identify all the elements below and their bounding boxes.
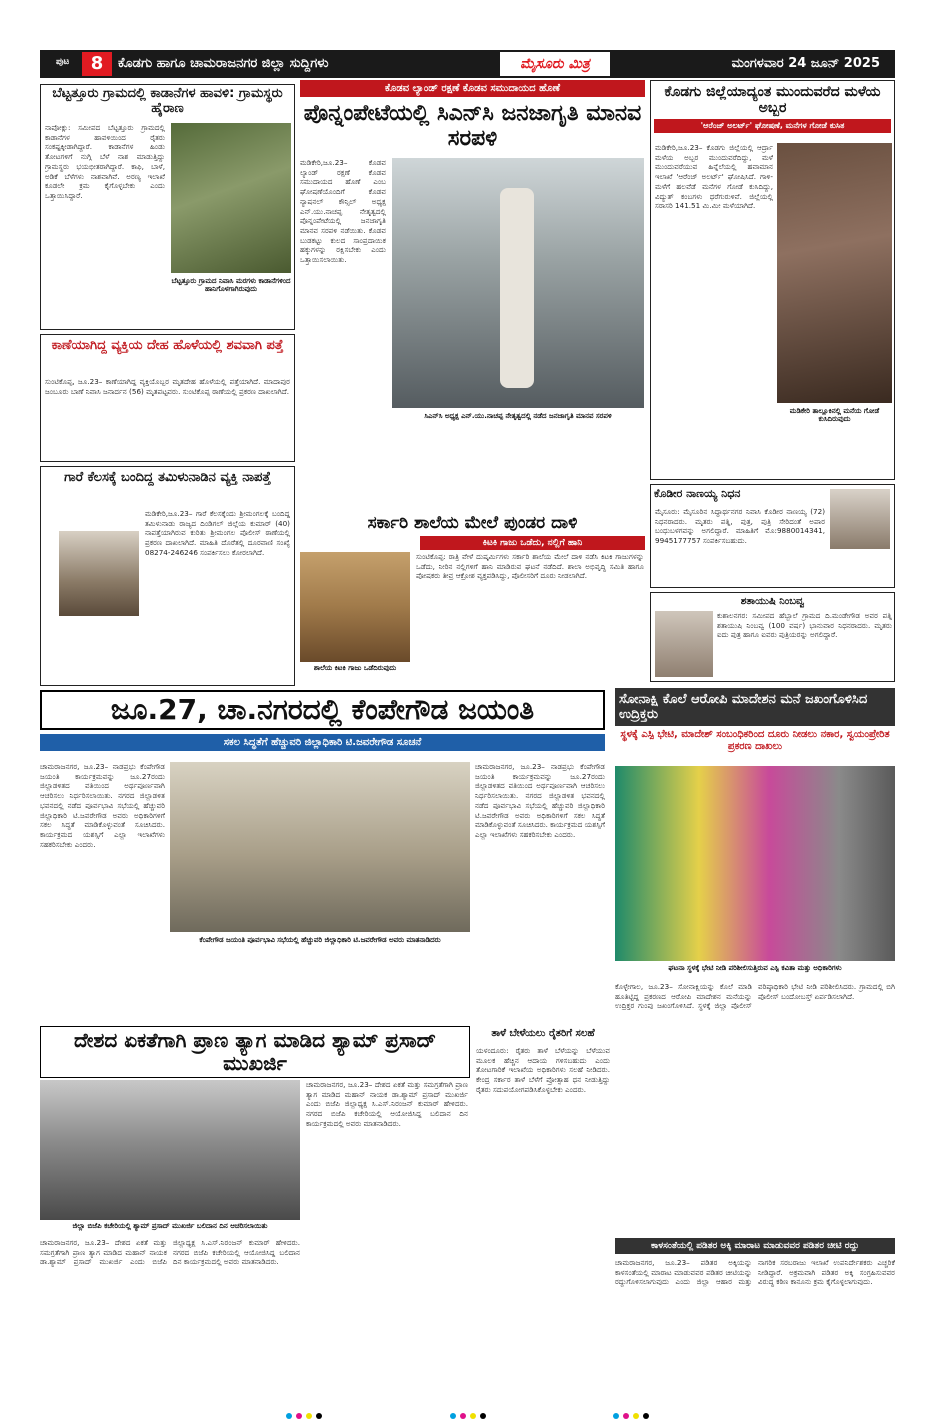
story-body: ಮಡಿಕೇರಿ,ಜೂ.23– ಕೊಡವ ಲ್ಯಾಂಡ್ ರಕ್ಷಣೆ ಕೊಡವ ಸಮುದಾಯದ ಹೊಣೆ ಎಂಬ ಘೋಷಣೆಯೊಂದಿಗೆ ಕೊಡವ ನ್ಯಾಷನಲ್ ಕೌನ್ಸಿಲ್ ಅಧ್ಯಕ್ಷ ಎನ್.ಯು.ನಾಚಪ್ಪ ನೇತೃತ್ವದಲ್ಲಿ ಪೊನ್ನಂಪೇಟೆಯಲ್ಲಿ ಜನಜಾಗೃತಿ ಮಾನವ ಸರಪಳಿ ನಡೆಯಿತು. ಕೊಡವ ಬುಡಕಟ್ಟು ಕುಲದ ಸಾಂಪ್ರದಾಯಿಕ ಹಕ್ಕುಗಳನ್ನು ರಕ್ಷಿಸಬೇಕು ಎಂದು ಒತ್ತಾಯಿಸಲಾಯಿತು. bbox=[300, 158, 386, 265]
issue-date: ಮಂಗಳವಾರ 24 ಜೂನ್ 2025 bbox=[731, 56, 880, 71]
obituary-photo-1 bbox=[830, 489, 890, 549]
story-subhead: ಸಕಲ ಸಿದ್ಧತೆಗೆ ಹೆಚ್ಚುವರಿ ಜಿಲ್ಲಾಧಿಕಾರಿ ಟಿ.ಜವರೇಗೌಡ ಸೂಚನೆ bbox=[40, 734, 605, 751]
story-headline: ಪೊನ್ನಂಪೇಟೆಯಲ್ಲಿ ಸಿಎನ್‌ಸಿ ಜನಜಾಗೃತಿ ಮಾನವ ಸರಪಳಿ bbox=[303, 101, 642, 152]
story-headline: ಕಾಣೆಯಾಗಿದ್ದ ವ್ಯಕ್ತಿಯ ದೇಹ ಹೊಳೆಯಲ್ಲಿ ಶವವಾಗಿ ಪತ್ತೆ bbox=[51, 338, 284, 353]
story-headline: ಸರ್ಕಾರಿ ಶಾಲೆಯ ಮೇಲೆ ಪುಂಡರ ದಾಳಿ bbox=[367, 513, 578, 533]
story-headline: ಗಾರೆ ಕೆಲಸಕ್ಕೆ ಬಂದಿದ್ದ ತಮಿಳುನಾಡಿನ ವ್ಯಕ್ತಿ ನಾಪತ್ತೆ bbox=[64, 470, 271, 485]
story-tribal bbox=[476, 1026, 610, 1386]
story-kempegowda bbox=[40, 690, 605, 1020]
story-headline: ಜೂ.27, ಚಾ.ನಗರದಲ್ಲಿ ಕೆಂಪೇಗೌಡ ಜಯಂತಿ bbox=[40, 690, 605, 730]
story-body: ಮಡಿಕೇರಿ,ಜೂ.23– ಕೊಡಗು ಜಿಲ್ಲೆಯಲ್ಲಿ ಆರ್ದ್ರಾ ಮಳೆಯ ಅಬ್ಬರ ಮುಂದುವರೆದಿದ್ದು, ಮಳೆ ಮುಂದುವರೆಯುವ ಹಿನ್ನೆಲೆಯಲ್ಲಿ ಹವಾಮಾನ ಇಲಾಖೆ 'ಆರೆಂಜ್ ಅಲರ್ಟ್' ಘೋಷಿಸಿದೆ. ಗಾಳಿ-ಮಳೆಗೆ ಹಲವೆಡೆ ಮನೆಗಳ ಗೋಡೆ ಕುಸಿದಿದ್ದು, ವಿದ್ಯುತ್ ಕಂಬಗಳು ಧರೆಗುರುಳಿವೆ. ಜಿಲ್ಲೆಯಲ್ಲಿ ಸರಾಸರಿ 141.51 ಮಿ.ಮೀ ಮಳೆಯಾಗಿದೆ. bbox=[655, 143, 773, 211]
story-body: ಮೈಸೂರು: ಮೈಸೂರಿನ ಸಿದ್ಧಾರ್ಥನಗರ ನಿವಾಸಿ ಕೊಡೀರ ನಾಣಯ್ಯ (72) ನಿಧನರಾದರು. ಮೃತರು ಪತ್ನಿ, ಪುತ್ರ, ಪುತ್ರಿ ಸೇರಿದಂತೆ ಅಪಾರ ಬಂಧುಬಳಗವನ್ನು ಅಗಲಿದ್ದಾರೆ. ಮಾಹಿತಿಗೆ ಮೊ:9880014341, 9945177757 ಸಂಪರ್ಕಿಸಬಹುದು. bbox=[655, 507, 825, 546]
story-body: ಕುಶಾಲನಗರ: ಸಮೀಪದ ಹೆಬ್ಬಾಲೆ ಗ್ರಾಮದ ದಿ.ಮಂಡೇಗೌಡ ಅವರ ಪತ್ನಿ ಶತಾಯುಷಿ ನಿಂಬವ್ವ (100 ವರ್ಷ) ಭಾನುವಾರ ನಿಧನರಾದರು. ಮೃತರು ಐದು ಪುತ್ರ ಹಾಗೂ ಐವರು ಪುತ್ರಿಯರನ್ನು ಅಗಲಿದ್ದಾರೆ. bbox=[717, 611, 892, 640]
story-ration bbox=[615, 1238, 895, 1386]
brand-logo: ಮೈಸೂರು ಮಿತ್ರ bbox=[500, 52, 610, 76]
story-headline: ಕೊಡಗು ಜಿಲ್ಲೆಯಾದ್ಯಂತ ಮುಂದುವರೆದ ಮಳೆಯ ಅಬ್ಬರ bbox=[664, 84, 881, 117]
photo-caption: ಮಡಿಕೇರಿ ತಾಲ್ಲೂಕಿನಲ್ಲಿ ಮನೆಯ ಗೋಡೆ ಕುಸಿದಿರುವುದು bbox=[789, 407, 880, 424]
photo-caption: ಬೆಟ್ಟತ್ತೂರು ಗ್ರಾಮದ ನಿವಾಸಿ ಮರಗಳು ಕಾಡಾನೆಗಳಿಂದ ಹಾನಿಗೊಳಗಾಗಿರುವುದು bbox=[171, 277, 291, 294]
photo-caption: ಕೆಂಪೇಗೌಡ ಜಯಂತಿ ಪೂರ್ವಭಾವಿ ಸಭೆಯಲ್ಲಿ ಹೆಚ್ಚುವರಿ ಜಿಲ್ಲಾಧಿಕಾರಿ ಟಿ.ಜವರೇಗೌಡ ಅವರು ಮಾತನಾಡಿದರು bbox=[199, 936, 441, 944]
registration-marks bbox=[40, 1404, 895, 1423]
cnc-photo bbox=[392, 158, 644, 408]
story-headline: ದೇಶದ ಏಕತೆಗಾಗಿ ಪ್ರಾಣ ತ್ಯಾಗ ಮಾಡಿದ ಶ್ಯಾಮ್ ಪ್ರಸಾದ್ ಮುಖರ್ಜಿ bbox=[40, 1026, 470, 1078]
story-kicker: ಕೊಡವ ಲ್ಯಾಂಡ್ ರಕ್ಷಣೆ ಕೊಡವ ಸಮುದಾಯದ ಹೊಣೆ bbox=[300, 80, 645, 97]
photo-caption: ಸಿಎನ್‌ಸಿ ಅಧ್ಯಕ್ಷ ಎನ್.ಯು.ನಾಚಪ್ಪ ನೇತೃತ್ವದಲ್ಲಿ ನಡೆದ ಜನಜಾಗೃತಿ ಮಾನವ ಸರಪಳಿ bbox=[424, 412, 612, 420]
story-body: ಮಡಿಕೇರಿ,ಜೂ.23– ಗಾರೆ ಕೆಲಸಕ್ಕೆಂದು ಶ್ರೀಮಂಗಲಕ್ಕೆ ಬಂದಿದ್ದ ತಮಿಳುನಾಡು ರಾಜ್ಯದ ದಿಂಡಿಗಲ್ ಜಿಲ್ಲೆಯ ಕುಮಾರ್ (40) ನಾಪತ್ತೆಯಾಗಿರುವ ಕುರಿತು ಶ್ರೀಮಂಗಲ ಪೊಲೀಸ್ ಠಾಣೆಯಲ್ಲಿ ಪ್ರಕರಣ ದಾಖಲಾಗಿದೆ. ಮಾಹಿತಿ ದೊರೆತಲ್ಲಿ ದೂರವಾಣಿ ಸಂಖ್ಯೆ 08274-246246 ಸಂಪರ್ಕಿಸಲು ಕೋರಲಾಗಿದೆ. bbox=[145, 509, 290, 557]
story-headline: ಸೋನಾಕ್ಷಿ ಕೊಲೆ ಆರೋಪಿ ಮಾದೇಶನ ಮನೆ ಜಖಂಗೊಳಿಸಿದ ಉದ್ರಿಕ್ತರು bbox=[615, 688, 895, 726]
photo-caption: ಘಟನಾ ಸ್ಥಳಕ್ಕೆ ಭೇಟಿ ನೀಡಿ ಪರಿಶೀಲಿಸುತ್ತಿರುವ ಎಸ್ಪಿ ಕವಿತಾ ಮತ್ತು ಅಧಿಕಾರಿಗಳು bbox=[668, 964, 842, 972]
story-obituary-2 bbox=[650, 592, 895, 682]
section-title: ಕೊಡಗು ಹಾಗೂ ಚಾಮರಾಜನಗರ ಜಿಲ್ಲಾ ಸುದ್ದಿಗಳು bbox=[118, 56, 329, 71]
story-body: ಯಳಂದೂರು: ರೈತರು ತಾಳೆ ಬೆಳೆಯನ್ನು ಬೆಳೆಯುವ ಮೂಲಕ ಹೆಚ್ಚಿನ ಆದಾಯ ಗಳಿಸಬಹುದು ಎಂದು ತೋಟಗಾರಿಕೆ ಇಲಾಖೆಯ ಅಧಿಕಾರಿಗಳು ಸಲಹೆ ನೀಡಿದರು. ಕೇಂದ್ರ ಸರ್ಕಾರ ತಾಳೆ ಬೆಳೆಗೆ ಪ್ರೋತ್ಸಾಹ ಧನ ನೀಡುತ್ತಿದ್ದು ರೈತರು ಸದುಪಯೋಗಪಡಿಸಿಕೊಳ್ಳಬೇಕು ಎಂದರು. bbox=[476, 1046, 610, 1094]
story-body-continued: ಚಾಮರಾಜನಗರ, ಜೂ.23– ದೇಶದ ಏಕತೆ ಮತ್ತು ಸಮಗ್ರತೆಗಾಗಿ ಪ್ರಾಣ ತ್ಯಾಗ ಮಾಡಿದ ಮಹಾನ್ ನಾಯಕ ಡಾ.ಶ್ಯಾಮ್ ಪ್ರಸಾದ್ ಮುಖರ್ಜಿ ಎಂದು ಬಿಜೆಪಿ ಜಿಲ್ಲಾಧ್ಯಕ್ಷ ಸಿ.ಎಸ್.ನಿರಂಜನ್ ಕುಮಾರ್ ಹೇಳಿದರು. ನಗರದ ಬಿಜೆಪಿ ಕಚೇರಿಯಲ್ಲಿ ಆಯೋಜಿಸಿದ್ದ ಬಲಿದಾನ ದಿನ ಕಾರ್ಯಕ್ರಮದಲ್ಲಿ ಅವರು ಮಾತನಾಡಿದರು. bbox=[306, 1080, 468, 1128]
story-body: ಕೊಳ್ಳೇಗಾಲ, ಜೂ.23– ಸೋನಾಕ್ಷಿಯನ್ನು ಕೊಲೆ ಮಾಡಿ ಹೂತಿಟ್ಟಿದ್ದ ಪ್ರಕರಣದ ಆರೋಪಿ ಮಾದೇಶನ ಮನೆಯನ್ನು ಉದ್ರಿಕ್ತರ ಗುಂಪು ಜಖಂಗೊಳಿಸಿದೆ. ಸ್ಥಳಕ್ಕೆ ಜಿಲ್ಲಾ ಪೊಲೀಸ್ ವರಿಷ್ಠಾಧಿಕಾರಿ ಭೇಟಿ ನೀಡಿ ಪರಿಶೀಲಿಸಿದರು. ಗ್ರಾಮದಲ್ಲಿ ಬಿಗಿ ಪೊಲೀಸ್ ಬಂದೋಬಸ್ತ್ ಏರ್ಪಡಿಸಲಾಗಿದೆ. bbox=[615, 982, 895, 1011]
story-subhead: ಸ್ಥಳಕ್ಕೆ ಎಸ್ಪಿ ಭೇಟಿ, ಮಾದೇಶ್ ಸಂಬಂಧಿಕರಿಂದ ದೂರು ನೀಡಲು ನಕಾರ, ಸ್ವಯಂಪ್ರೇರಿತ ಪ್ರಕರಣ ದಾಖಲು bbox=[620, 729, 890, 752]
rain-photo bbox=[777, 143, 892, 403]
house-photo bbox=[615, 766, 895, 961]
story-headline: ಕೊಡೀರ ನಾಣಯ್ಯ ನಿಧನ bbox=[654, 487, 741, 500]
story-cnc bbox=[300, 80, 645, 508]
school-window-photo bbox=[300, 552, 410, 662]
story-missing-body bbox=[40, 334, 295, 462]
photo-caption: ಶಾಲೆಯ ಕಿಟಕಿ ಗಾಜು ಒಡೆದಿರುವುದು bbox=[313, 664, 397, 672]
story-subhead: ಕಿಟಕಿ ಗಾಜು ಒಡೆದು, ನಲ್ಲಿಗೆ ಹಾನಿ bbox=[420, 536, 645, 550]
story-headline: ಕಾಳಸಂತೆಯಲ್ಲಿ ಪಡಿತರ ಅಕ್ಕಿ ಮಾರಾಟ ಮಾಡುವವರ ಪಡಿತರ ಚೀಟಿ ರದ್ದು bbox=[615, 1238, 895, 1254]
page-label: ಪುಟ bbox=[56, 57, 70, 67]
story-subhead: 'ಆರೆಂಜ್ ಅಲರ್ಟ್' ಘೋಷಣೆ, ಮನೆಗಳ ಗೋಡೆ ಕುಸಿತ bbox=[654, 119, 891, 133]
story-rain bbox=[650, 80, 895, 480]
ceremony-photo bbox=[40, 1080, 300, 1220]
story-body: ನಾಪೋಕ್ಲು: ಸಮೀಪದ ಬೆಟ್ಟತ್ತೂರು ಗ್ರಾಮದಲ್ಲಿ ಕಾಡಾನೆಗಳ ಹಾವಳಿಯಿಂದ ರೈತರು ಸಂಕಷ್ಟಕ್ಕೀಡಾಗಿದ್ದಾರೆ. ಕಾಡಾನೆಗಳ ಹಿಂಡು ತೋಟಗಳಿಗೆ ನುಗ್ಗಿ ಬೆಳೆ ನಾಶ ಮಾಡುತ್ತಿದ್ದು ಗ್ರಾಮಸ್ಥರು ಭಯಭೀತರಾಗಿದ್ದಾರೆ. ಕಾಫಿ, ಬಾಳೆ, ಅಡಿಕೆ ಬೆಳೆಗಳು ನಾಶವಾಗಿವೆ. ಅರಣ್ಯ ಇಲಾಖೆ ಕೂಡಲೇ ಕ್ರಮ ಕೈಗೊಳ್ಳಬೇಕು ಎಂದು ಒತ್ತಾಯಿಸಿದ್ದಾರೆ. bbox=[45, 123, 165, 201]
elephant-photo bbox=[171, 123, 291, 273]
story-headline: ಬೆಟ್ಟತ್ತೂರು ಗ್ರಾಮದಲ್ಲಿ ಕಾಡಾನೆಗಳ ಹಾವಳಿ: ಗ್ರಾಮಸ್ಥರು ಹೈರಾಣ bbox=[52, 86, 283, 116]
story-sonakki bbox=[615, 688, 895, 1234]
story-body: ಸುಂಟಿಕೊಪ್ಪ, ಜೂ.23– ಕಾಣೆಯಾಗಿದ್ದ ವ್ಯಕ್ತಿಯೊಬ್ಬರ ಮೃತದೇಹ ಹೊಳೆಯಲ್ಲಿ ಪತ್ತೆಯಾಗಿದೆ. ಮಾದಾಪುರ ಜಂಬೂರು ಬಾಣೆ ನಿವಾಸಿ ಜನಾರ್ದನ (56) ಮೃತಪಟ್ಟವರು. ಸುಂಟಿಕೊಪ್ಪ ಠಾಣೆಯಲ್ಲಿ ಪ್ರಕರಣ ದಾಖಲಾಗಿದೆ. bbox=[45, 377, 290, 396]
obituary-photo-2 bbox=[655, 611, 713, 677]
story-body: ಚಾಮರಾಜನಗರ, ಜೂ.23– ದೇಶದ ಏಕತೆ ಮತ್ತು ಸಮಗ್ರತೆಗಾಗಿ ಪ್ರಾಣ ತ್ಯಾಗ ಮಾಡಿದ ಮಹಾನ್ ನಾಯಕ ಡಾ.ಶ್ಯಾಮ್ ಪ್ರಸಾದ್ ಮುಖರ್ಜಿ ಎಂದು ಬಿಜೆಪಿ ಜಿಲ್ಲಾಧ್ಯಕ್ಷ ಸಿ.ಎಸ್.ನಿರಂಜನ್ ಕುಮಾರ್ ಹೇಳಿದರು. ನಗರದ ಬಿಜೆಪಿ ಕಚೇರಿಯಲ್ಲಿ ಆಯೋಜಿಸಿದ್ದ ಬಲಿದಾನ ದಿನ ಕಾರ್ಯಕ್ರಮದಲ್ಲಿ ಅವರು ಮಾತನಾಡಿದರು. bbox=[40, 1238, 300, 1267]
story-body: ಚಾಮರಾಜನಗರ, ಜೂ.23– ಪಡಿತರ ಅಕ್ಕಿಯನ್ನು ಕಾಳಸಂತೆಯಲ್ಲಿ ಮಾರಾಟ ಮಾಡುವವರ ಪಡಿತರ ಚೀಟಿಯನ್ನು ರದ್ದುಗೊಳಿಸಲಾಗುವುದು ಎಂದು ಜಿಲ್ಲಾ ಆಹಾರ ಮತ್ತು ನಾಗರಿಕ ಸರಬರಾಜು ಇಲಾಖೆ ಉಪನಿರ್ದೇಶಕರು ಎಚ್ಚರಿಕೆ ನೀಡಿದ್ದಾರೆ. ಅಕ್ರಮವಾಗಿ ಪಡಿತರ ಅಕ್ಕಿ ಸಂಗ್ರಹಿಸುವವರ ವಿರುದ್ಧ ಕಠಿಣ ಕಾನೂನು ಕ್ರಮ ಕೈಗೊಳ್ಳಲಾಗುವುದು. bbox=[615, 1258, 895, 1287]
story-headline: ತಾಳೆ ಬೇಳೆಯಲು ರೈತರಿಗೆ ಸಲಹೆ bbox=[491, 1028, 595, 1039]
speaker-figure bbox=[500, 188, 534, 388]
story-school bbox=[300, 512, 645, 684]
photo-caption: ಜಿಲ್ಲಾ ಬಿಜೆಪಿ ಕಚೇರಿಯಲ್ಲಿ ಶ್ಯಾಮ್ ಪ್ರಸಾದ್ ಮುಖರ್ಜಿ ಬಲಿದಾನ ದಿನ ಆಚರಿಸಲಾಯಿತು bbox=[72, 1222, 268, 1230]
story-tamilnadu bbox=[40, 466, 295, 686]
story-elephant bbox=[40, 84, 295, 330]
story-body: ಸುಂಟಿಕೊಪ್ಪ: ರಾತ್ರಿ ವೇಳೆ ದುಷ್ಕರ್ಮಿಗಳು ಸರ್ಕಾರಿ ಶಾಲೆಯ ಮೇಲೆ ದಾಳಿ ನಡೆಸಿ ಕಿಟಕಿ ಗಾಜುಗಳನ್ನು ಒಡೆದು, ನೀರಿನ ನಲ್ಲಿಗಳಿಗೆ ಹಾನಿ ಮಾಡಿರುವ ಘಟನೆ ನಡೆದಿದೆ. ಶಾಲಾ ಅಭಿವೃದ್ಧಿ ಸಮಿತಿ ಹಾಗೂ ಪೋಷಕರು ತೀವ್ರ ಆಕ್ರೋಶ ವ್ಯಕ್ತಪಡಿಸಿದ್ದು, ಪೊಲೀಸರಿಗೆ ದೂರು ನೀಡಲಾಗಿದೆ. bbox=[416, 552, 644, 581]
meeting-photo bbox=[170, 762, 470, 932]
story-body: ಚಾಮರಾಜನಗರ, ಜೂ.23– ನಾಡಪ್ರಭು ಕೆಂಪೇಗೌಡ ಜಯಂತಿ ಕಾರ್ಯಕ್ರಮವನ್ನು ಜೂ.27ರಂದು ಜಿಲ್ಲಾಡಳಿತದ ವತಿಯಿಂದ ಅರ್ಥಪೂರ್ಣವಾಗಿ ಆಚರಿಸಲು ನಿರ್ಧರಿಸಲಾಯಿತು. ನಗರದ ಜಿಲ್ಲಾಡಳಿತ ಭವನದಲ್ಲಿ ನಡೆದ ಪೂರ್ವಭಾವಿ ಸಭೆಯಲ್ಲಿ ಹೆಚ್ಚುವರಿ ಜಿಲ್ಲಾಧಿಕಾರಿ ಟಿ.ಜವರೇಗೌಡ ಅವರು ಅಧಿಕಾರಿಗಳಿಗೆ ಸಕಲ ಸಿದ್ಧತೆ ಮಾಡಿಕೊಳ್ಳುವಂತೆ ಸೂಚಿಸಿದರು. ಕಾರ್ಯಕ್ರಮದ ಯಶಸ್ಸಿಗೆ ಎಲ್ಲಾ ಇಲಾಖೆಗಳು ಸಹಕರಿಸಬೇಕು ಎಂದರು. bbox=[40, 762, 165, 849]
story-headline: ಶತಾಯುಷಿ ನಿಂಬವ್ವ bbox=[740, 596, 805, 607]
page-number: 8 bbox=[82, 52, 112, 76]
story-body-continued: ಚಾಮರಾಜನಗರ, ಜೂ.23– ನಾಡಪ್ರಭು ಕೆಂಪೇಗೌಡ ಜಯಂತಿ ಕಾರ್ಯಕ್ರಮವನ್ನು ಜೂ.27ರಂದು ಜಿಲ್ಲಾಡಳಿತದ ವತಿಯಿಂದ ಅರ್ಥಪೂರ್ಣವಾಗಿ ಆಚರಿಸಲು ನಿರ್ಧರಿಸಲಾಯಿತು. ನಗರದ ಜಿಲ್ಲಾಡಳಿತ ಭವನದಲ್ಲಿ ನಡೆದ ಪೂರ್ವಭಾವಿ ಸಭೆಯಲ್ಲಿ ಹೆಚ್ಚುವರಿ ಜಿಲ್ಲಾಧಿಕಾರಿ ಟಿ.ಜವರೇಗೌಡ ಅವರು ಅಧಿಕಾರಿಗಳಿಗೆ ಸಕಲ ಸಿದ್ಧತೆ ಮಾಡಿಕೊಳ್ಳುವಂತೆ ಸೂಚಿಸಿದರು. ಕಾರ್ಯಕ್ರಮದ ಯಶಸ್ಸಿಗೆ ಎಲ್ಲಾ ಇಲಾಖೆಗಳು ಸಹಕರಿಸಬೇಕು ಎಂದರು. bbox=[475, 762, 605, 840]
story-obituary-1 bbox=[650, 484, 895, 588]
story-mukherjee bbox=[40, 1026, 470, 1386]
